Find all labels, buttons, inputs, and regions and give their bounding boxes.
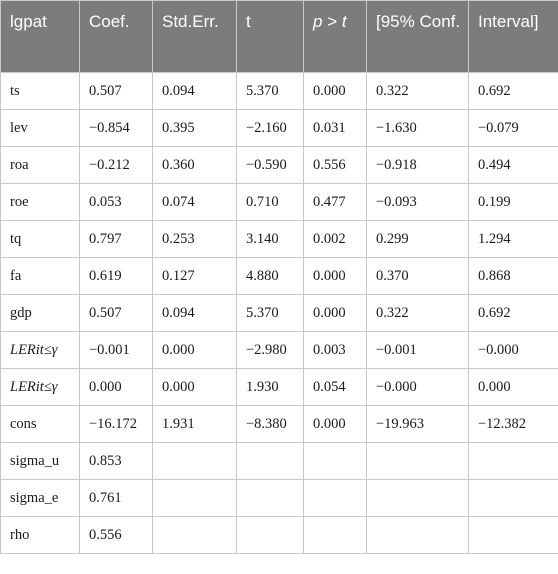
conf-high-cell: −0.000	[469, 332, 558, 369]
variable-cell: sigma_u	[1, 443, 80, 480]
header-conf-low: [95% Conf.	[367, 1, 469, 73]
header-std-err: Std.Err.	[153, 1, 237, 73]
table-row	[1, 258, 558, 295]
table-row	[1, 295, 558, 332]
coef-cell: −16.172	[80, 406, 153, 443]
table-row	[1, 73, 558, 110]
t-cell: −8.380	[237, 406, 304, 443]
p-value-cell: 0.000	[304, 73, 367, 110]
p-value-cell: 0.003	[304, 332, 367, 369]
t-cell: 1.930	[237, 369, 304, 406]
variable-cell: lev	[1, 110, 80, 147]
p-value-cell: 0.000	[304, 295, 367, 332]
header-t-symbol: t	[341, 12, 347, 31]
coef-cell: 0.053	[80, 184, 153, 221]
std-err-cell: 0.000	[153, 332, 237, 369]
conf-high-cell: 0.494	[469, 147, 558, 184]
coef-cell: 0.507	[80, 295, 153, 332]
conf-low-cell: 0.370	[367, 258, 469, 295]
std-err-cell: 0.395	[153, 110, 237, 147]
variable-cell: cons	[1, 406, 80, 443]
conf-low-cell: 0.299	[367, 221, 469, 258]
std-err-cell: 1.931	[153, 406, 237, 443]
coef-cell: 0.507	[80, 73, 153, 110]
table-row	[1, 184, 558, 221]
conf-low-cell: −19.963	[367, 406, 469, 443]
std-err-cell: 0.074	[153, 184, 237, 221]
table-row	[1, 332, 558, 369]
std-err-cell	[153, 480, 237, 517]
table-row	[1, 147, 558, 184]
variable-cell: ts	[1, 73, 80, 110]
p-value-cell: 0.002	[304, 221, 367, 258]
conf-low-cell: −0.093	[367, 184, 469, 221]
variable-cell: LERit≤γ	[1, 332, 80, 369]
conf-high-cell: −0.079	[469, 110, 558, 147]
t-cell: 5.370	[237, 73, 304, 110]
p-value-cell: 0.477	[304, 184, 367, 221]
p-value-cell: 0.054	[304, 369, 367, 406]
header-conf-high: Interval]	[469, 1, 558, 73]
conf-high-cell: 0.692	[469, 295, 558, 332]
t-cell: 4.880	[237, 258, 304, 295]
std-err-cell: 0.253	[153, 221, 237, 258]
variable-cell: rho	[1, 517, 80, 554]
header-p-symbol: p	[313, 12, 323, 31]
conf-low-cell: −0.001	[367, 332, 469, 369]
variable-cell: roe	[1, 184, 80, 221]
coef-cell: 0.619	[80, 258, 153, 295]
variable-cell: roa	[1, 147, 80, 184]
std-err-cell: 0.000	[153, 369, 237, 406]
std-err-cell	[153, 443, 237, 480]
variable-cell: fa	[1, 258, 80, 295]
conf-high-cell	[469, 443, 558, 480]
table-row	[1, 480, 558, 517]
conf-low-cell: −0.000	[367, 369, 469, 406]
conf-low-cell: 0.322	[367, 73, 469, 110]
p-value-cell	[304, 443, 367, 480]
t-cell: −2.980	[237, 332, 304, 369]
p-value-cell	[304, 480, 367, 517]
variable-cell: sigma_e	[1, 480, 80, 517]
coef-cell: −0.212	[80, 147, 153, 184]
std-err-cell	[153, 517, 237, 554]
conf-high-cell: 0.868	[469, 258, 558, 295]
conf-high-cell	[469, 517, 558, 554]
conf-low-cell: 0.322	[367, 295, 469, 332]
t-cell	[237, 480, 304, 517]
t-cell: −2.160	[237, 110, 304, 147]
conf-high-cell: 0.692	[469, 73, 558, 110]
std-err-cell: 0.360	[153, 147, 237, 184]
table-row	[1, 110, 558, 147]
p-value-cell	[304, 517, 367, 554]
t-cell: 0.710	[237, 184, 304, 221]
conf-low-cell	[367, 517, 469, 554]
coef-cell: 0.761	[80, 480, 153, 517]
t-cell	[237, 443, 304, 480]
p-value-cell: 0.000	[304, 258, 367, 295]
std-err-cell: 0.127	[153, 258, 237, 295]
p-value-cell: 0.556	[304, 147, 367, 184]
table-row	[1, 406, 558, 443]
t-cell: −0.590	[237, 147, 304, 184]
header-gt-symbol: >	[322, 12, 342, 31]
t-cell: 3.140	[237, 221, 304, 258]
variable-cell: LERit≤γ	[1, 369, 80, 406]
conf-low-cell: −1.630	[367, 110, 469, 147]
conf-low-cell	[367, 443, 469, 480]
coef-cell: 0.797	[80, 221, 153, 258]
conf-high-cell: 1.294	[469, 221, 558, 258]
conf-high-cell: 0.000	[469, 369, 558, 406]
header-variable: lgpat	[1, 1, 80, 73]
coef-cell: 0.853	[80, 443, 153, 480]
std-err-cell: 0.094	[153, 73, 237, 110]
header-t: t	[237, 1, 304, 73]
conf-high-cell: 0.199	[469, 184, 558, 221]
variable-cell: gdp	[1, 295, 80, 332]
std-err-cell: 0.094	[153, 295, 237, 332]
table-row	[1, 221, 558, 258]
header-coef: Coef.	[80, 1, 153, 73]
t-cell	[237, 517, 304, 554]
conf-low-cell	[367, 480, 469, 517]
table-row	[1, 517, 558, 554]
p-value-cell: 0.031	[304, 110, 367, 147]
header-row	[1, 1, 558, 73]
header-p-value	[304, 1, 367, 73]
coef-cell: −0.001	[80, 332, 153, 369]
conf-low-cell: −0.918	[367, 147, 469, 184]
coef-cell: −0.854	[80, 110, 153, 147]
coef-cell: 0.000	[80, 369, 153, 406]
table-row	[1, 443, 558, 480]
p-value-cell: 0.000	[304, 406, 367, 443]
t-cell: 5.370	[237, 295, 304, 332]
conf-high-cell	[469, 480, 558, 517]
variable-cell: tq	[1, 221, 80, 258]
conf-high-cell: −12.382	[469, 406, 558, 443]
coef-cell: 0.556	[80, 517, 153, 554]
table-row	[1, 369, 558, 406]
